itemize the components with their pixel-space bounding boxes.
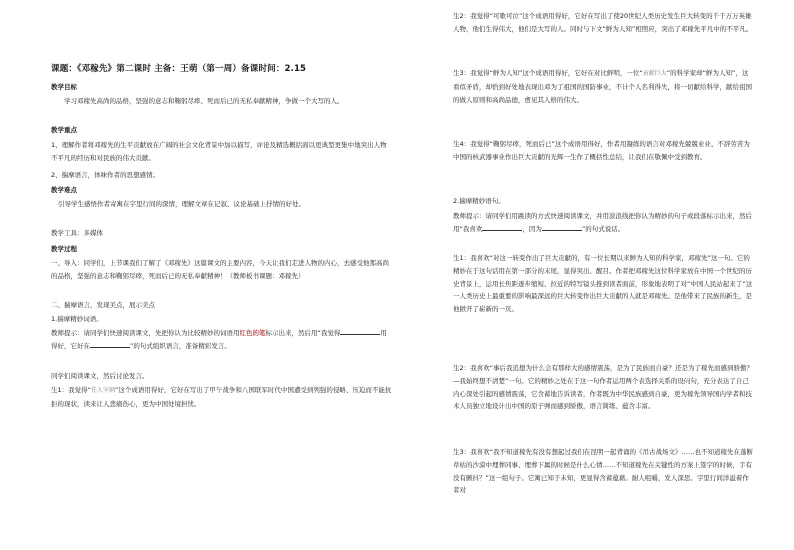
tools-line: 教学工具：多媒体	[51, 229, 103, 237]
sentence-answer-1: 生1：我喜欢“对这一转变作出了巨大贡献的，有一位长期以来鲜为人知的科学家，邓稼先”这一句。它的精妙在于这句话用在第一部分的末尾，显得突出、醒目。作者把邓稼先这位科学家放在中国一个世纪的历史背景上，运用长焦距逐步缩短、拉近的特写镜头推到读者面前，形象地表明了对“中国人民站起来了”这一人类历史上最重要的影响最深远的巨大转变作出巨大贡献的人就是邓稼先。是他带来了民族的新生，是他掀开了崭新的一页。	[453, 254, 753, 314]
student-1-quote: 任人宰割	[91, 387, 116, 394]
page-title: 课题：《邓稼先》第二课时 主备：王萌（第一周）备课时间：2.15	[51, 64, 307, 74]
sentence-answer-3: 生3：我喜欢“我不知道稼先有没有想起过我们在昆明一起背诵的《吊古战场文》……也不知道稼先在蓬断草枯的沙漠中埋葬同事、埋葬下属的时候是什么心情……不知道稼先在关键性的方案上签字的时候，手有没有颤抖？”这一组句子。它寓已知于未知，更显得含蓄蕴藉。耐人咀嚼，发人深思。字里行间洋溢着作者对	[453, 448, 754, 495]
student-3-part-a: 生3：我觉得“鲜为人知”这个成语用得好，它好在对比鲜明，一位“	[453, 69, 643, 77]
teacher-hint-2-part-a: 教师提示：请同学们用跳读的方式快速阅读课文，并用波浪线把你认为精妙的句子或段落标示出来，然后用“我喜欢	[453, 212, 752, 233]
key-heading: 教学重点	[51, 126, 77, 134]
teacher-hint-red: 红色的笔	[239, 329, 266, 337]
blank-line	[90, 340, 130, 348]
student-3-answer	[453, 67, 753, 106]
difficulty-heading: 教学难点	[51, 186, 77, 194]
teacher-hint-2-part-b: ，因为	[522, 224, 542, 233]
process-step-1: 一、导入：同学们，上节课我们了解了《邓稼先》这篇课文的主要内容，今天让我们走进人物的内心，去感受他那高尚的品格，坚强的意志和鞠躬尽瘁，死而后已的无私奉献精神！（教师板书课题：邓稼先）	[51, 259, 389, 280]
sentence-answer-2: 生2：我喜欢“事后我追想为什么会有那样大的感情震荡，是为了民族而自豪？还是为了稼先而感到骄傲？—我始终想不清楚”一句。它的精妙之处在于这一句作者运用两个表选择关系的设问句，充分表达了自己内心深处引起的感情震荡，它含蓄地告诉读者，作者既为中华民族感到自豪，更为稼先领导国内学者和技术人员独立地设计出中国的原子弹而感到骄傲，语言简练、蕴含丰富。	[453, 364, 754, 411]
process-step-2-1: 1.揣摩精妙词语。	[51, 315, 103, 323]
goal-text: 学习邓稼先高尚的品格，坚强的意志和鞠躬尽瘁、死而后已的无私奉献精神，争做一个大写的人。	[64, 97, 344, 105]
student-2-answer: 生2：我觉得“可歌可泣”这个成语用得好，它好在写出了使20世纪人类历史发生巨大转变的千千万万英雄人物，他们生得伟大，他们是大写的人。同时与下文“鲜为人知”相照应，突出了邓稼先平凡中的不平凡。	[453, 12, 753, 33]
teacher-hint-2	[453, 210, 753, 236]
teacher-hint-2-part-c: ”的句式说话。	[581, 224, 625, 233]
difficulty-text: 引导学生感悟作者寄寓在字里行间的深情，理解文章在记叙、议论基础上抒情的好处。	[58, 200, 305, 208]
student-1-answer	[51, 384, 393, 411]
teacher-hint-part-c: 用得好，它好在	[51, 329, 387, 350]
blank-line	[340, 327, 380, 335]
key-point-2: 2、揣摩语言，体味作者的思想感情。	[51, 171, 160, 179]
blank-line	[482, 223, 522, 231]
student-3-part-b: ”的科学家却“鲜为人知”，这看似矛盾，却恰到好处地表现出邓为了祖国的国防事业，不计个人名利得失，将一切献给科学，献给祖国的做人原则和高尚品德，愈见其人格的伟大。	[453, 69, 752, 104]
student-1-part-a: 生1：我觉得“	[51, 386, 92, 394]
teacher-hint-part-a: 教师提示：请同学们快速阅读课文，先把你认为比较精妙的词语用	[51, 329, 240, 337]
teacher-hint	[51, 327, 393, 353]
teacher-hint-part-d: ”的句式组织语言，准备精彩发言。	[130, 341, 231, 350]
student-3-quote: 贡献巨大	[642, 70, 667, 77]
section-2-heading: 2.揣摩精妙语句。	[453, 197, 505, 205]
student-1-part-b: ”这个成语用得好，它好在写出了甲午战争和八国联军时代中国遭受到列强的侵略、压迫而不能抗拒的现状，读来让人悲痛伤心，更为中国处境担忧。	[51, 386, 392, 408]
process-step-2: 二、揣摩语言，发现美点，展示美点	[51, 301, 155, 309]
read-instruction: 同学们阅读课文，然后讨论发言。	[51, 372, 149, 380]
key-point-1: 1、理解作者将邓稼先的生平贡献放在广阔的社会文化背景中加以描写，评论及精选概括面以更典型更集中地突出人物不平凡的经历和对民族的伟大贡献。	[51, 141, 387, 162]
student-4-answer: 生4：我觉得“鞠躬尽瘁，死而后已”这个成语用得好，作者用凝练的语言对邓稼先兢兢业业、不辞劳苦为中国的核武器事业作出巨大贡献的光辉一生作了概括性总结，让我们在敬佩中受到教育。	[453, 140, 750, 161]
teacher-hint-part-b: 标示出来，然后用“我觉得	[265, 329, 341, 337]
process-heading: 教学过程	[51, 245, 77, 253]
blank-line	[542, 223, 582, 231]
goal-heading: 教学目标	[51, 83, 77, 91]
